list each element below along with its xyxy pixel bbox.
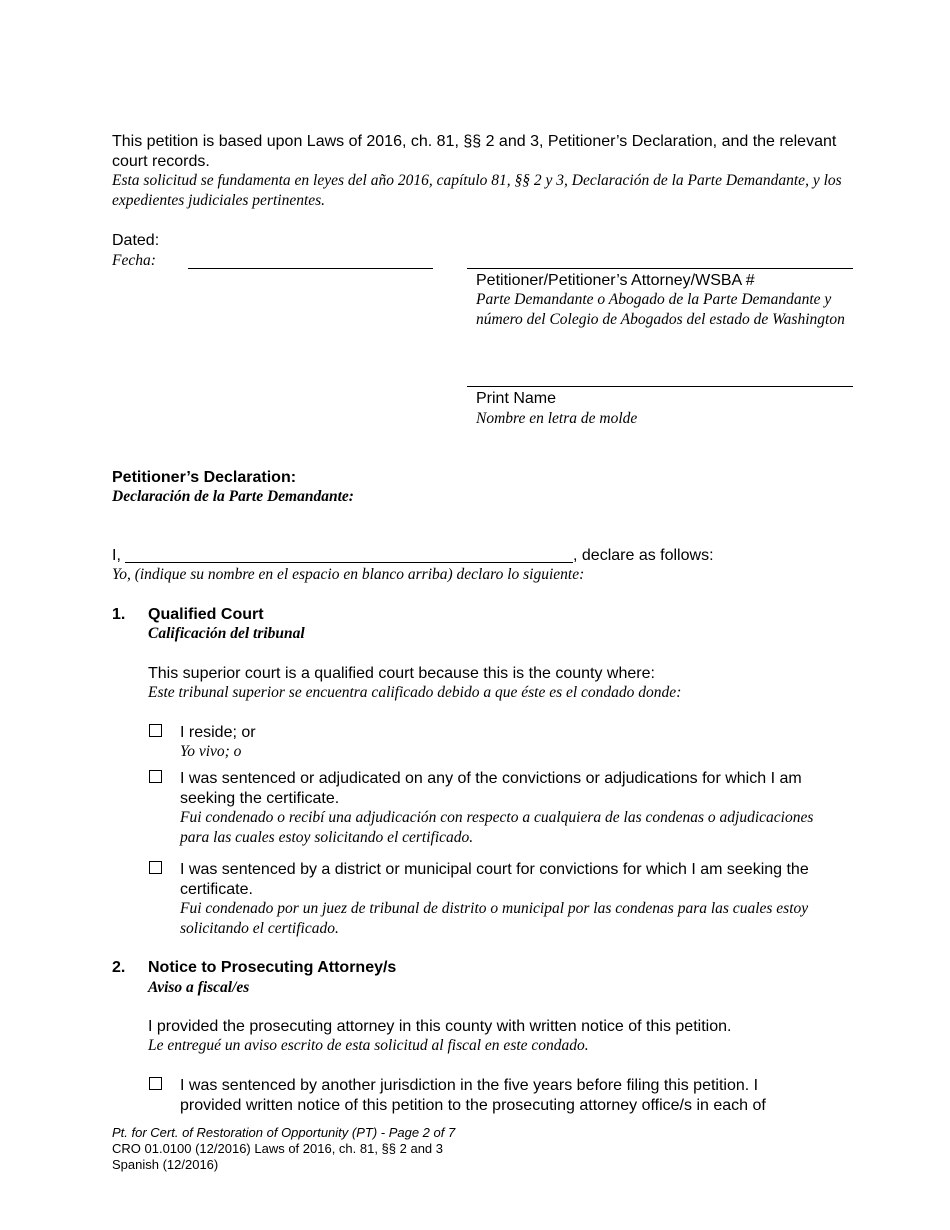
option-district-municipal: I was sentenced by a district or municipal court for convictions for which I am seeking the certificate.	[180, 861, 809, 898]
section2-title: Notice to Prosecuting Attorney/s	[148, 959, 397, 976]
section1-number: 1.	[112, 606, 126, 623]
option-sentenced-adjudicated-es: Fui condenado o recibí una adjudicación con respecto a cualquiera de las condenas o adjudicaciones para las cuales estoy solicitando el certificado.	[180, 809, 814, 846]
section2-number: 2.	[112, 959, 126, 976]
declaration-heading-es: Declaración de la Parte Demandante:	[112, 488, 354, 505]
footer-form-number: CRO 01.0100 (12/2016) Laws of 2016, ch. 81, §§ 2 and 3	[112, 1141, 444, 1156]
footer-title: Pt. for Cert. of Restoration of Opportunity (PT) - Page 2 of 7	[112, 1125, 456, 1140]
section1-body: This superior court is a qualified court because this is the county where:	[148, 665, 655, 682]
section2-body: I provided the prosecuting attorney in this county with written notice of this petition.	[148, 1018, 732, 1035]
district-municipal-checkbox[interactable]	[149, 861, 162, 874]
dated-label: Dated:	[112, 232, 160, 249]
reside-checkbox[interactable]	[149, 724, 162, 737]
option-other-jurisdiction: I was sentenced by another jurisdiction in the five years before filing this petition. I provided written notice of this petition to the prosecuting attorney office/s in each of	[180, 1077, 766, 1114]
declare-prefix: I,	[112, 547, 121, 564]
declarant-name-line[interactable]	[125, 562, 573, 563]
print-name-label-es: Nombre en letra de molde	[476, 410, 638, 427]
section1-title-es: Calificación del tribunal	[148, 625, 305, 642]
section1-title: Qualified Court	[148, 606, 264, 623]
intro-text-en: This petition is based upon Laws of 2016, ch. 81, §§ 2 and 3, Petitioner’s Declaration, and the relevant court records.	[112, 133, 837, 170]
print-name-line[interactable]	[467, 386, 853, 387]
section1-body-es: Este tribunal superior se encuentra calificado debido a que éste es el condado donde:	[148, 684, 682, 701]
declaration-heading: Petitioner’s Declaration:	[112, 469, 297, 486]
sentenced-adjudicated-checkbox[interactable]	[149, 770, 162, 783]
declare-line-es: Yo, (indique su nombre en el espacio en blanco arriba) declaro lo siguiente:	[112, 566, 585, 583]
option-reside: I reside; or	[180, 724, 256, 741]
print-name-label: Print Name	[476, 390, 557, 407]
date-input-line[interactable]	[188, 268, 433, 269]
option-sentenced-adjudicated: I was sentenced or adjudicated on any of the convictions or adjudications for which I am seeking the certificate.	[180, 770, 802, 807]
signature-label: Petitioner/Petitioner’s Attorney/WSBA #	[476, 272, 755, 289]
dated-label-es: Fecha:	[112, 252, 156, 269]
option-reside-es: Yo vivo; o	[180, 743, 242, 760]
declare-suffix: , declare as follows:	[573, 547, 714, 564]
other-jurisdiction-checkbox[interactable]	[149, 1077, 162, 1090]
footer-language: Spanish (12/2016)	[112, 1157, 219, 1172]
section2-body-es: Le entregué un aviso escrito de esta solicitud al fiscal en este condado.	[148, 1037, 589, 1054]
option-district-municipal-es: Fui condenado por un juez de tribunal de distrito o municipal por las condenas para las cuales estoy solicitando el certificado.	[180, 900, 809, 937]
signature-label-es: Parte Demandante o Abogado de la Parte Demandante y número del Colegio de Abogados del estado de Washington	[476, 291, 845, 328]
intro-text-es: Esta solicitud se fundamenta en leyes del año 2016, capítulo 81, §§ 2 y 3, Declaración de la Parte Demandante, y los expedientes judiciales pertinentes.	[112, 172, 842, 209]
section2-title-es: Aviso a fiscal/es	[148, 979, 250, 996]
signature-line[interactable]	[467, 268, 853, 269]
